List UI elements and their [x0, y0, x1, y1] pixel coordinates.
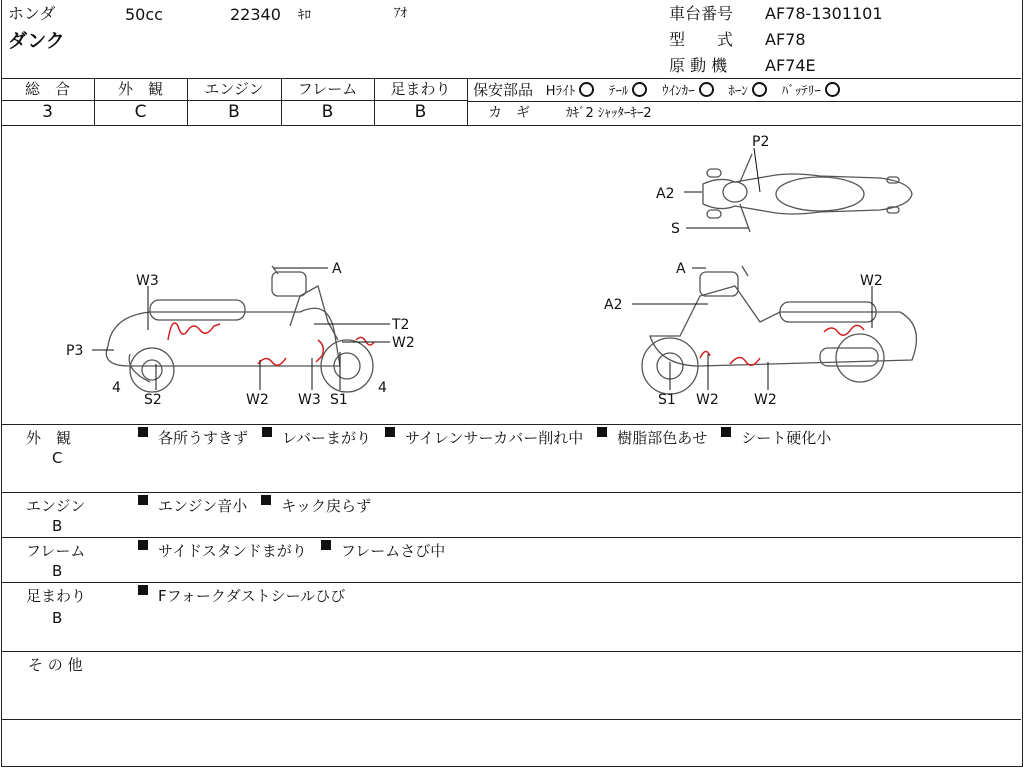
section-items-frame	[138, 541, 459, 561]
list-item: Fフォークダストシールひび	[158, 587, 346, 605]
diagram-labels	[66, 134, 883, 408]
safety-taillight: ﾃｰﾙ	[608, 84, 629, 99]
diagram-label: S2	[144, 392, 162, 408]
key-value: ｶｷﾞ2 ｼｬｯﾀｰｷｰ2	[566, 106, 652, 121]
diagram-label: W2	[392, 335, 415, 351]
divider	[1, 719, 1021, 720]
engine-value: AF74E	[765, 56, 816, 75]
list-item: サイレンサーカバー削れ中	[404, 429, 584, 447]
section-label-frame: フレーム	[26, 542, 86, 560]
check-circle-icon	[579, 82, 594, 97]
safety-battery: ﾊﾞｯﾃﾘｰ	[781, 84, 821, 99]
leader-lines	[92, 148, 872, 390]
safety-title: 保安部品	[473, 81, 534, 99]
diagram-label: W3	[136, 273, 159, 289]
diagram-label: 4	[112, 380, 121, 396]
bullet-square-icon	[721, 427, 731, 437]
grade-suspension: B	[414, 102, 427, 122]
bullet-square-icon	[261, 495, 271, 505]
section-grade-engine: B	[52, 517, 63, 535]
divider	[1, 582, 1021, 583]
section-label-engine: エンジン	[26, 497, 86, 515]
bullet-square-icon	[385, 427, 395, 437]
divider	[1, 78, 1021, 79]
diagram-label: P3	[66, 343, 84, 359]
engine-label: 原 動 機	[669, 56, 728, 75]
model-name: ダンク	[8, 30, 65, 52]
list-item: 各所うすきず	[158, 429, 249, 447]
section-items-suspension	[138, 586, 359, 606]
grade-header-exterior: 外 観	[117, 80, 163, 98]
section-label-other: そ の 他	[28, 656, 83, 674]
bullet-square-icon	[262, 427, 272, 437]
diagram-label: A	[676, 261, 686, 277]
check-circle-icon	[825, 82, 840, 97]
frame-no: AF78-1301101	[765, 4, 883, 23]
displacement: 50cc	[125, 5, 163, 24]
list-item: シート硬化小	[741, 429, 832, 447]
list-item: フレームさび中	[340, 542, 446, 560]
safety-headlight: Hﾗｲﾄ	[545, 84, 576, 99]
section-grade-frame: B	[52, 562, 63, 580]
maker: ホンダ	[8, 4, 56, 23]
check-circle-icon	[699, 82, 714, 97]
divider	[1, 100, 467, 101]
safety-row	[473, 80, 850, 102]
section-grade-suspension: B	[52, 609, 63, 627]
diagram-label: W3	[298, 392, 321, 408]
section-items-exterior	[138, 428, 845, 448]
divider	[1, 651, 1021, 652]
diagram-label: A2	[656, 186, 675, 202]
frame-no-label: 車台番号	[669, 4, 734, 23]
bullet-square-icon	[138, 495, 148, 505]
bullet-square-icon	[597, 427, 607, 437]
color: ｱｵ	[394, 6, 407, 21]
section-grade-exterior: C	[52, 449, 63, 467]
list-item: キック戻らず	[281, 497, 371, 515]
grade-overall: 3	[42, 102, 53, 122]
divider	[1, 537, 1021, 538]
diagram-label: 4	[378, 380, 387, 396]
list-item: サイドスタンドまがり	[158, 542, 307, 560]
section-label-suspension: 足まわり	[26, 587, 87, 605]
section-items-engine	[138, 496, 385, 516]
check-circle-icon	[752, 82, 767, 97]
list-item: レバーまがり	[282, 429, 371, 447]
grade-frame: B	[321, 102, 334, 122]
list-item: エンジン音小	[158, 497, 248, 515]
diagram-label: A	[332, 261, 342, 277]
diagram-label: W2	[754, 392, 777, 408]
list-item: 樹脂部色あせ	[617, 429, 708, 447]
grade-header-overall: 総 合	[24, 80, 70, 98]
type-value: AF78	[765, 30, 806, 49]
type-label: 型 式	[669, 30, 734, 49]
grade-header-frame: フレーム	[297, 80, 358, 98]
bullet-square-icon	[321, 540, 331, 550]
diagram-label: W2	[246, 392, 269, 408]
check-circle-icon	[632, 82, 647, 97]
divider	[1, 424, 1021, 425]
grade-header-engine: エンジン	[204, 80, 264, 98]
diagram-label: W2	[696, 392, 719, 408]
damage-marks	[168, 323, 864, 365]
vehicle-diagram	[0, 126, 1022, 424]
bullet-square-icon	[138, 585, 148, 595]
bullet-square-icon	[138, 427, 148, 437]
grade-exterior: C	[134, 102, 147, 122]
diagram-label: W2	[860, 273, 883, 289]
mileage: 22340	[230, 5, 281, 24]
safety-winker: ｳｲﾝｶｰ	[662, 84, 695, 99]
bullet-square-icon	[138, 540, 148, 550]
key-label: カ ギ	[488, 105, 530, 121]
diagram-label: A2	[604, 297, 623, 313]
top-view-scooter	[703, 154, 912, 232]
grade-header-suspension: 足まわり	[390, 80, 451, 98]
diagram-label: S1	[330, 392, 348, 408]
grade-engine: B	[228, 102, 240, 122]
diagram-label: S	[671, 221, 680, 237]
diagram-label: P2	[752, 134, 770, 150]
diagram-label: T2	[392, 317, 410, 333]
divider	[467, 101, 1021, 102]
section-label-exterior: 外 観	[26, 429, 72, 447]
mileage-unit: ｷﾛ	[298, 8, 311, 23]
divider	[1, 492, 1021, 493]
diagram-label: S1	[658, 392, 676, 408]
safety-horn: ﾎｰﾝ	[728, 84, 748, 99]
